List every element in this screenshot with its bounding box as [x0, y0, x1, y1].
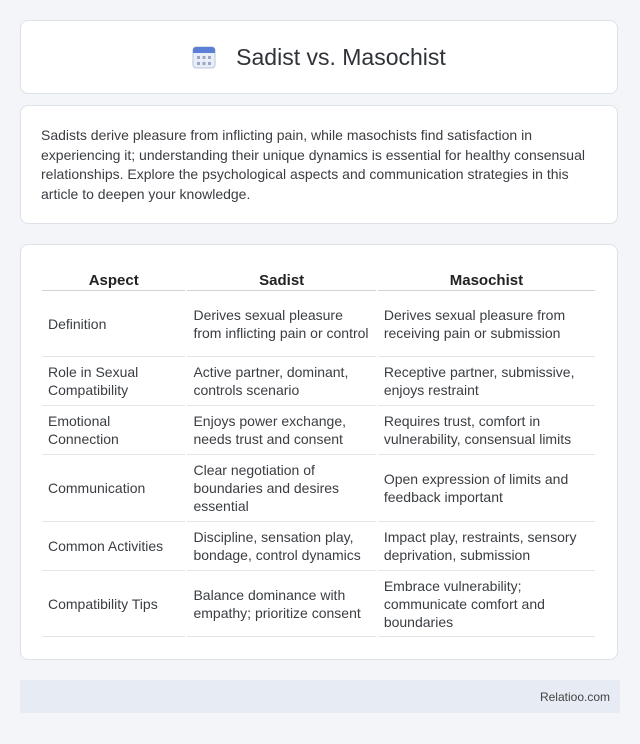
comparison-table: [40, 265, 597, 637]
table-row: [42, 571, 595, 637]
masochist-cell: Receptive partner, submissive, enjoys restraint: [378, 357, 595, 406]
table-row: [42, 357, 595, 406]
sadist-cell: Clear negotiation of boundaries and desires essential: [187, 455, 375, 522]
sadist-cell: Derives sexual pleasure from inflicting pain or control: [187, 291, 375, 357]
sadist-cell: Active partner, dominant, controls scenario: [187, 357, 375, 406]
table-row: [42, 522, 595, 571]
table-header-row: [42, 265, 595, 291]
aspect-cell: Emotional Connection: [42, 406, 185, 455]
masochist-cell: Open expression of limits and feedback important: [378, 455, 595, 522]
comparison-card: [20, 244, 618, 660]
sadist-cell: Balance dominance with empathy; prioritize consent: [187, 571, 375, 637]
table-row: [42, 291, 595, 357]
table-row: [42, 455, 595, 522]
sadist-cell: Discipline, sensation play, bondage, control dynamics: [187, 522, 375, 571]
title-card: [20, 20, 618, 94]
aspect-cell: Definition: [42, 291, 185, 357]
aspect-cell: Common Activities: [42, 522, 185, 571]
masochist-cell: Embrace vulnerability; communicate comfort and boundaries: [378, 571, 595, 637]
header-masochist: Masochist: [378, 265, 595, 291]
intro-card: [20, 105, 618, 224]
masochist-cell: Derives sexual pleasure from receiving pain or submission: [378, 291, 595, 357]
aspect-cell: Compatibility Tips: [42, 571, 185, 637]
table-row: [42, 406, 595, 455]
calendar-icon: [192, 45, 216, 69]
aspect-cell: Communication: [42, 455, 185, 522]
masochist-cell: Requires trust, comfort in vulnerability, consensual limits: [378, 406, 595, 455]
aspect-cell: Role in Sexual Compatibility: [42, 357, 185, 406]
footer-site-link[interactable]: Relatioo.com: [539, 689, 610, 704]
intro-text: Sadists derive pleasure from inflicting pain, while masochists find satisfaction in experiencing it; understanding their unique dynamics is essential for healthy consensual relationships. Explore the psychological aspects and communication strategies in this article to deepen your knowledge.: [41, 127, 585, 202]
page-title: Sadist vs. Masochist: [236, 43, 446, 70]
masochist-cell: Impact play, restraints, sensory deprivation, submission: [378, 522, 595, 571]
header-sadist: Sadist: [187, 265, 375, 291]
sadist-cell: Enjoys power exchange, needs trust and consent: [187, 406, 375, 455]
header-aspect: Aspect: [42, 265, 185, 291]
footer: [20, 680, 620, 713]
